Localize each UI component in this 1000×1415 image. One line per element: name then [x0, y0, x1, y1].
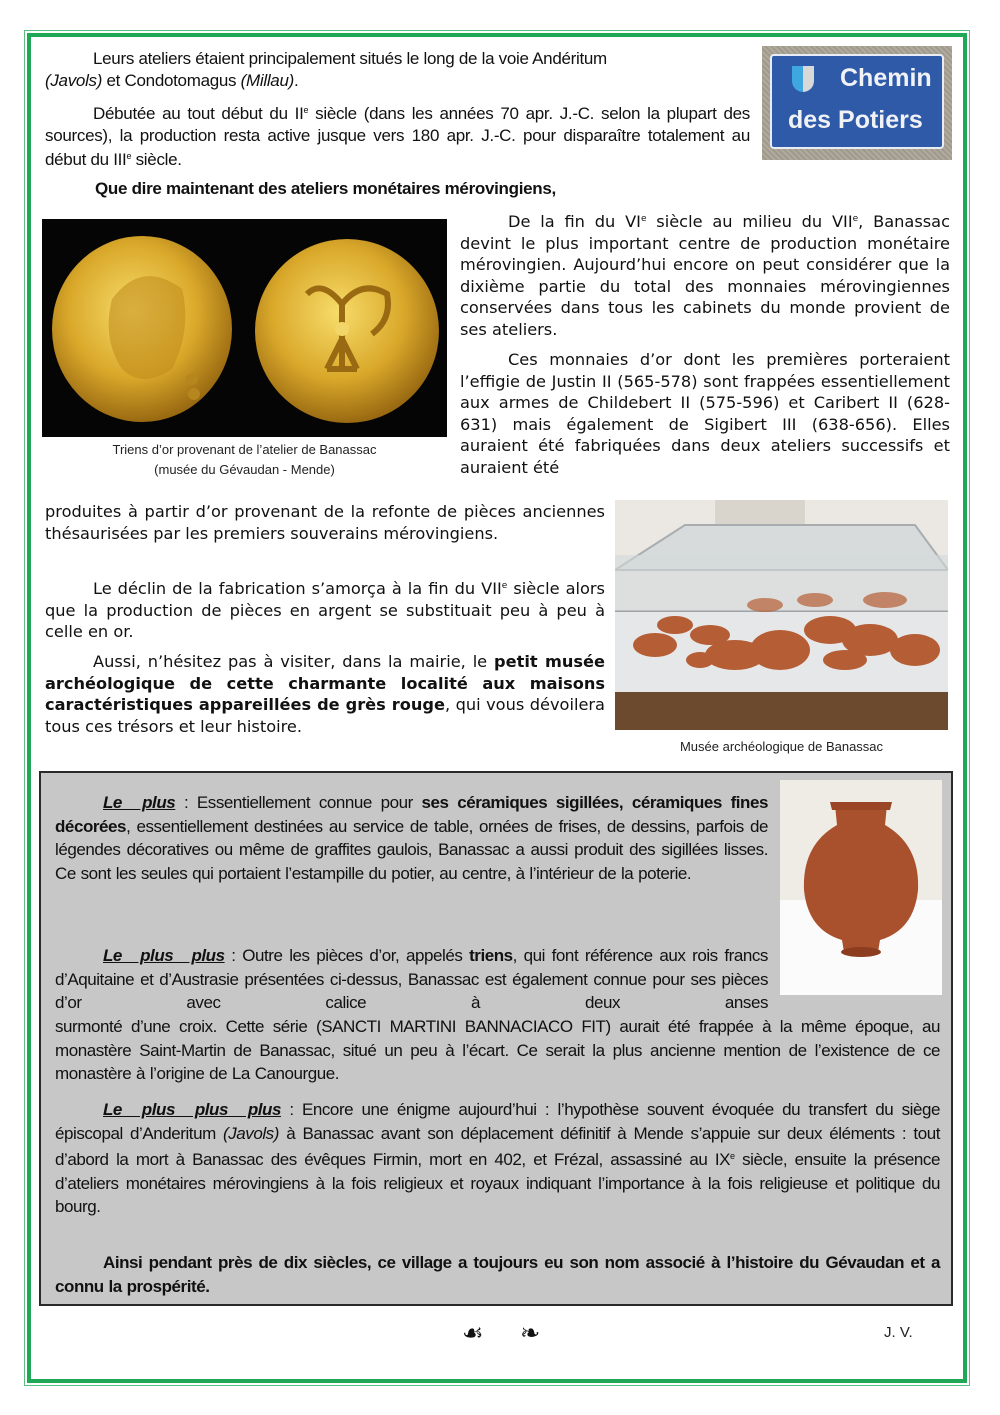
street-sign-plate [770, 54, 944, 149]
terracotta-vase-illustration [780, 780, 942, 995]
vase-photo [780, 780, 942, 995]
merovingian-paragraph-2: Ces monnaies d’or dont les premières porteraient l’effigie de Justin II (565-578) sont frappées essentiellement aux armes de Childebert II (575-596) et Caribert II (628-631) mais également de Sigibert III (638-656). Elles auraient été fabriquées dans deux ateliers successifs et auraient été [460, 350, 950, 477]
merovingian-paragraph-2-continued: produites à partir d’or provenant de la refonte de pièces anciennes thésaurisées par les premiers souverains mérovingiens. [45, 502, 605, 543]
author-signature: J. V. [884, 1324, 913, 1341]
coins-photo [42, 219, 447, 437]
museum-caption: Musée archéologique de Banassac [679, 739, 884, 754]
coins-caption: Triens d’or provenant de l’atelier de Banassac (musée du Gévaudan - Mende) [112, 442, 377, 477]
street-sign-photo [762, 46, 952, 160]
le-plus-plus-paragraph-continued: surmonté d’une croix. Cette série (SANCTI MARTINI BANNACIACO FIT) aurait été frappée à la même époque, au monastère Saint-Martin de Banassac, situé un peu à l’écart. Ce serait la plus ancienne mention de l’existence de ce monastère à l’origine de La Canourgue. [55, 1017, 940, 1084]
le-plus-plus-plus-label: Le plus plus plus [103, 1100, 281, 1119]
le-plus-plus-plus-paragraph: Le plus plus plus : Encore une énigme aujourd’hui : l’hypothèse souvent évoquée du transfert du siège épiscopal d’Anderitum (Javols) à Banassac avant son déplacement définitif à Mende s’appuie sur deux éléments : tout d’abord la mort à Banassac des évêques Firmin, mort en 402, et Frézal, assassiné au IXe siècle, ensuite la présence d’ateliers monétaires mérovingiens à la fois religieux et royaux indiquant l’importance à la fois religieuse et politique du bourg. [55, 1100, 940, 1217]
gold-coins-illustration [42, 219, 447, 437]
le-plus-paragraph: Le plus : Essentiellement connue pour ses céramiques sigillées, céramiques fines décorées, essentiellement destinées au service de table, ornées de frises, de dessins, parfois de légendes décoratives ou même de graffites gaulois, Banassac a aussi produit des sigillées lisses. Ce sont les seules qui portaient l’estampille du potier, au centre, à l’intérieur de la poterie. [55, 793, 768, 883]
ornament-left-icon: ☙ [462, 1319, 484, 1347]
le-plus-label: Le plus [103, 793, 176, 812]
section-heading: Que dire maintenant des ateliers monétaires mérovingiens, [95, 179, 556, 198]
street-sign-line-2: des Potiers [788, 106, 923, 134]
conclusion-paragraph: Ainsi pendant près de dix siècles, ce village a toujours eu son nom associé à l’histoire du Gévaudan et a connu la prospérité. [55, 1253, 940, 1296]
museum-visit-paragraph: Aussi, n’hésitez pas à visiter, dans la mairie, le petit musée archéologique de cette charmante localité aux maisons caractéristiques appareillées de grès rouge, qui vous dévoilera tous ces trésors et leur histoire. [45, 652, 605, 736]
museum-display-case-illustration [615, 500, 948, 730]
ornament-right-icon: ❧ [520, 1319, 541, 1347]
intro-paragraph-1: Leurs ateliers étaient principalement situés le long de la voie Andéritum (Javols) et Condotomagus (Millau). [45, 49, 607, 90]
museum-photo [615, 500, 948, 730]
le-plus-plus-paragraph: Le plus plus : Outre les pièces d’or, appelés triens, qui font référence aux rois francs d’Aquitaine et d’Austrasie présentées ci-dessus, Banassac est également connue pour ses pièces d’or avec calice à deux anses [55, 946, 768, 1013]
decline-paragraph: Le déclin de la fabrication s’amorça à la fin du VIIe siècle alors que la production de pièces en argent se substituait peu à peu à celle en or. [45, 579, 605, 641]
intro-paragraph-2: Débutée au tout début du IIe siècle (dans les années 70 apr. J.-C. selon la plupart des sources), la production resta active jusque vers 180 apr. J.-C. pour disparaître totalement au début du IIIe siècle. [45, 104, 750, 169]
street-sign-line-1: Chemin [840, 64, 932, 92]
merovingian-paragraph-1: De la fin du VIe siècle au milieu du VIIe, Banassac devint le plus important centre de production monétaire mérovingien. Aujourd’hui encore on peut considérer que la dixième partie du total des monnaies mérovingiennes conservées dans tous les cabinets du monde provient de ses ateliers. [460, 212, 951, 339]
coat-of-arms-icon [792, 66, 814, 92]
le-plus-plus-label: Le plus plus [103, 946, 225, 965]
